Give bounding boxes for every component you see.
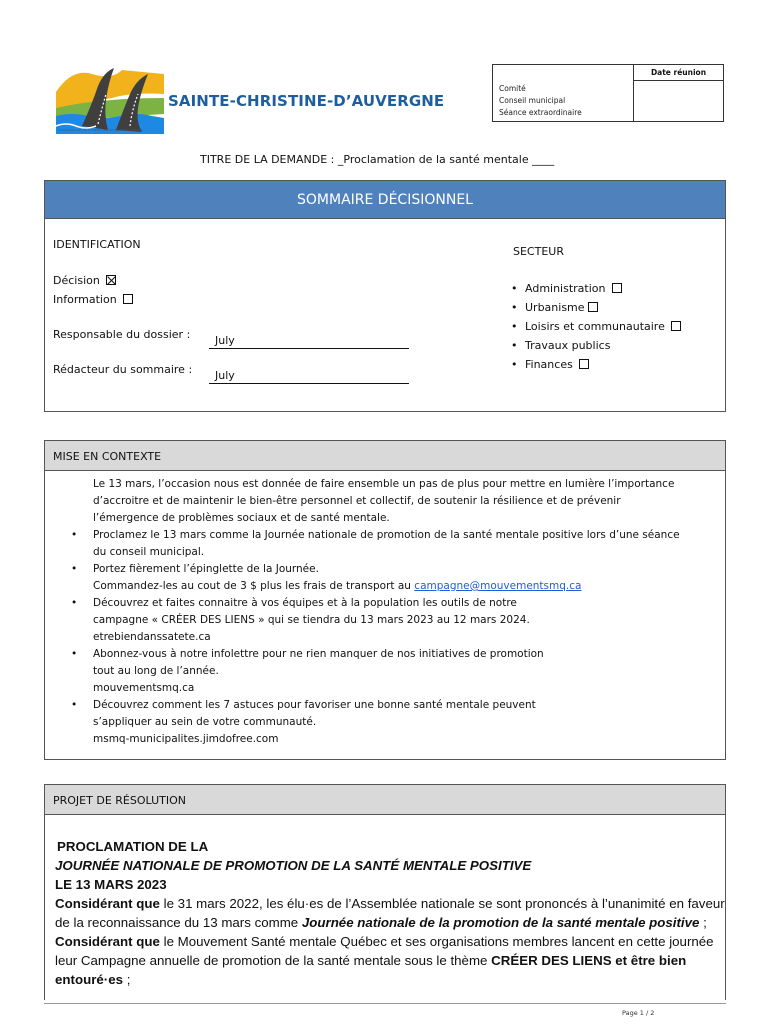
responsable-field[interactable]: July: [209, 331, 409, 349]
secteur-title: SECTEUR: [513, 245, 564, 258]
contexte-line: d’accroitre et de maintenir le bien-être personnel et collectif, de soutenir la résilience et de prévenir: [93, 495, 621, 507]
proclamation-heading: PROCLAMATION DE LA: [57, 839, 209, 854]
secteur-checkbox[interactable]: [579, 359, 589, 369]
organization-name: SAINTE-CHRISTINE-D’AUVERGNE: [168, 92, 445, 110]
logo-caption: MUNICIPALITÉ DE SAINTE-CHRISTINE-D'AUVERGNE: [58, 128, 143, 132]
secteur-item-urbanisme: • Urbanisme: [511, 298, 681, 317]
contexte-bullet: • Portez fièrement l’épinglette de la Journée.: [45, 561, 725, 578]
contexte-section: [44, 440, 726, 760]
request-title: TITRE DE LA DEMANDE : _Proclamation de la santé mentale ____: [200, 153, 555, 166]
contexte-line: Le 13 mars, l’occasion nous est donnée de faire ensemble un pas de plus pour mettre en lumière l’importance: [93, 478, 675, 490]
municipality-logo: [52, 64, 164, 134]
secteur-checkbox[interactable]: [588, 302, 598, 312]
secteur-list: [511, 279, 681, 374]
meeting-type: Conseil municipal: [499, 96, 566, 105]
considerant-paragraph-2: Considérant que le Mouvement Santé mentale Québec et ses organisations membres lancent en cette journée leur Campagne annuelle de promotion de la santé mentale sous le thème CRÉER DES LIENS et être bien entouré·es ;: [55, 934, 714, 987]
contexte-line: mouvementsmq.ca: [93, 682, 195, 694]
contexte-line: msmq-municipalites.jimdofree.com: [93, 733, 279, 745]
meeting-type: Comité: [499, 84, 526, 93]
contexte-line: tout au long de l’année.: [93, 665, 219, 677]
email-link[interactable]: campagne@mouvementsmq.ca: [414, 580, 582, 592]
contexte-bullet: • Découvrez comment les 7 astuces pour favoriser une bonne santé mentale peuvent: [45, 697, 725, 714]
contexte-line: campagne « CRÉER DES LIENS » qui se tiendra du 13 mars 2023 au 12 mars 2024.: [93, 614, 530, 626]
journee-heading: JOURNÉE NATIONALE DE PROMOTION DE LA SANTÉ MENTALE POSITIVE: [55, 858, 532, 873]
secteur-item-finances: • Finances: [511, 355, 681, 374]
contexte-line: du conseil municipal.: [93, 546, 205, 558]
contexte-bullet: • Découvrez et faites connaitre à vos équipes et à la population les outils de notre: [45, 595, 725, 612]
contexte-line: etrebiendanssatete.ca: [93, 631, 211, 643]
information-label: Information: [53, 293, 117, 306]
meeting-type: Séance extraordinaire: [499, 108, 582, 117]
contexte-bullet: • Abonnez-vous à notre infolettre pour ne rien manquer de nos initiatives de promotion: [45, 646, 725, 663]
contexte-line: l’émergence de problèmes sociaux et de santé mentale.: [93, 512, 390, 524]
information-row: [53, 293, 133, 306]
secteur-checkbox[interactable]: [612, 283, 622, 293]
contexte-title: MISE EN CONTEXTE: [45, 441, 725, 471]
date-heading: LE 13 MARS 2023: [55, 877, 167, 892]
meeting-types: [499, 83, 582, 119]
decision-checkbox[interactable]: [106, 275, 116, 285]
identification-title: IDENTIFICATION: [53, 238, 141, 251]
redacteur-field[interactable]: July: [209, 366, 409, 384]
projet-title: PROJET DE RÉSOLUTION: [45, 785, 725, 815]
sommaire-section: [44, 180, 726, 412]
contexte-line: s’appliquer au sein de votre communauté.: [93, 716, 317, 728]
responsable-label: Responsable du dossier :: [53, 328, 191, 341]
contexte-bullet: • Proclamez le 13 mars comme la Journée nationale de promotion de la santé mentale positive lors d’une séance: [45, 527, 725, 544]
secteur-item-travaux: • Travaux publics: [511, 336, 681, 355]
projet-body: [45, 815, 725, 989]
secteur-item-administration: • Administration: [511, 279, 681, 298]
projet-section: [44, 784, 726, 1000]
date-reunion-label: Date réunion: [633, 65, 723, 81]
footer-divider: [44, 1003, 726, 1004]
page-number: Page 1 / 2: [622, 1009, 655, 1017]
date-reunion-value: [633, 81, 723, 121]
decision-row: [53, 274, 116, 287]
contexte-list: [45, 471, 725, 748]
decision-label: Décision: [53, 274, 100, 287]
sommaire-title: SOMMAIRE DÉCISIONNEL: [45, 181, 725, 219]
considerant-paragraph-1: Considérant que le 31 mars 2022, les élu·es de l’Assemblée nationale se sont prononcés à l’unanimité en faveur de la reconnaissance du 13 mars comme Journée nationale de la promotion de la santé mentale positive ;: [55, 896, 725, 930]
information-checkbox[interactable]: [123, 294, 133, 304]
secteur-checkbox[interactable]: [671, 321, 681, 331]
meeting-meta-box: [492, 64, 724, 122]
secteur-item-loisirs: • Loisirs et communautaire: [511, 317, 681, 336]
contexte-line: Commandez-les au cout de 3 $ plus les frais de transport au campagne@mouvementsmq.ca: [93, 580, 582, 592]
redacteur-label: Rédacteur du sommaire :: [53, 363, 193, 376]
